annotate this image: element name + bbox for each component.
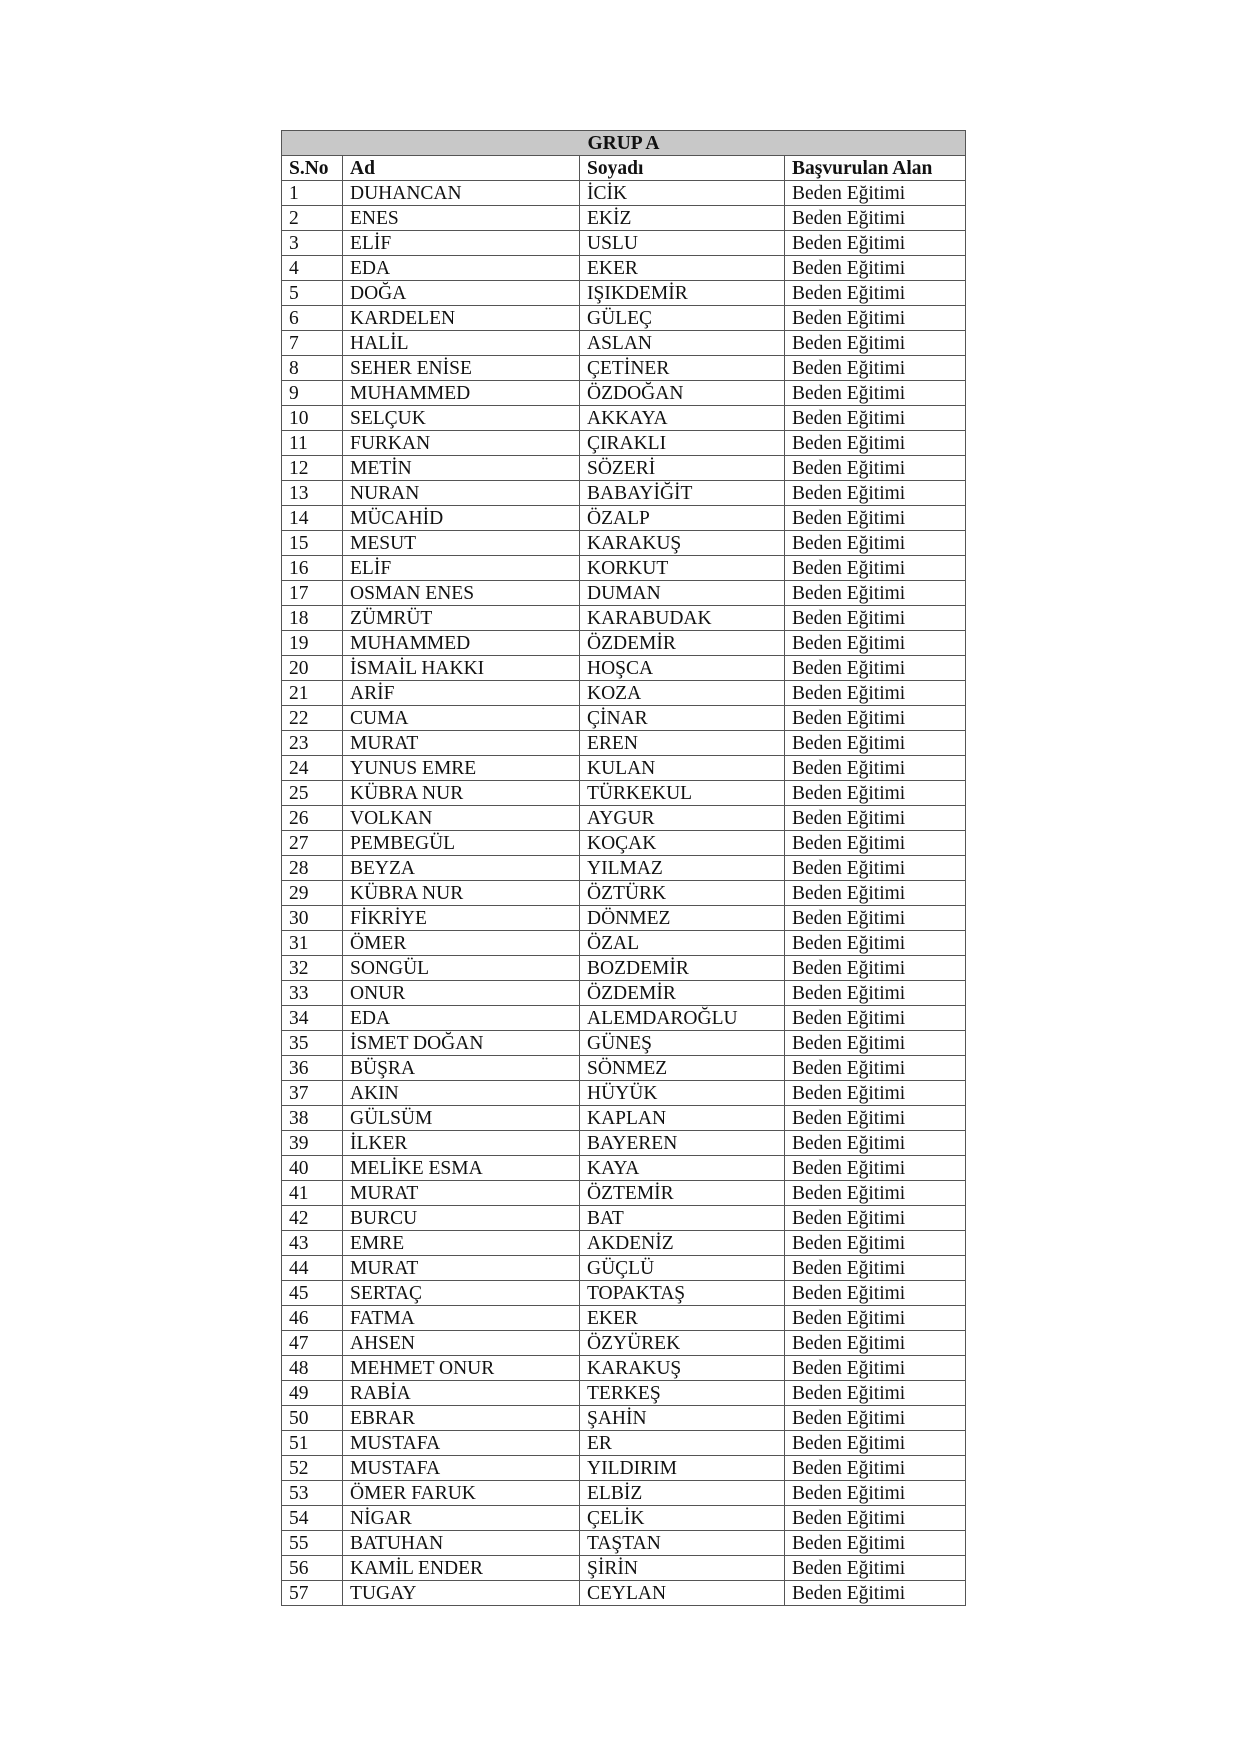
table-row: [282, 1456, 966, 1481]
cell-sno: 10: [282, 406, 343, 431]
cell-sno: 12: [282, 456, 343, 481]
table-row: [282, 806, 966, 831]
cell-last-name: KORKUT: [580, 556, 785, 581]
cell-last-name: HÜYÜK: [580, 1081, 785, 1106]
cell-sno: 48: [282, 1356, 343, 1381]
cell-sno: 19: [282, 631, 343, 656]
cell-last-name: KARABUDAK: [580, 606, 785, 631]
cell-last-name: İCİK: [580, 181, 785, 206]
table-row: [282, 481, 966, 506]
cell-last-name: ASLAN: [580, 331, 785, 356]
cell-first-name: MESUT: [343, 531, 580, 556]
cell-last-name: ŞİRİN: [580, 1556, 785, 1581]
cell-field: Beden Eğitimi: [785, 281, 966, 306]
cell-last-name: ÖZTEMİR: [580, 1181, 785, 1206]
cell-sno: 1: [282, 181, 343, 206]
cell-sno: 7: [282, 331, 343, 356]
cell-sno: 18: [282, 606, 343, 631]
cell-last-name: KULAN: [580, 756, 785, 781]
cell-field: Beden Eğitimi: [785, 1431, 966, 1456]
cell-last-name: YILMAZ: [580, 856, 785, 881]
cell-last-name: GÜLEÇ: [580, 306, 785, 331]
header-row: [282, 156, 966, 181]
cell-last-name: KOZA: [580, 681, 785, 706]
table-row: [282, 531, 966, 556]
cell-last-name: TÜRKEKUL: [580, 781, 785, 806]
cell-sno: 25: [282, 781, 343, 806]
table-row: [282, 381, 966, 406]
table-row: [282, 1431, 966, 1456]
cell-last-name: SÖNMEZ: [580, 1056, 785, 1081]
cell-field: Beden Eğitimi: [785, 806, 966, 831]
cell-first-name: EDA: [343, 1006, 580, 1031]
table-row: [282, 356, 966, 381]
cell-field: Beden Eğitimi: [785, 731, 966, 756]
cell-last-name: ÖZAL: [580, 931, 785, 956]
table-row: [282, 1131, 966, 1156]
table-row: [282, 1531, 966, 1556]
cell-sno: 47: [282, 1331, 343, 1356]
table-row: [282, 631, 966, 656]
cell-sno: 44: [282, 1256, 343, 1281]
cell-last-name: TAŞTAN: [580, 1531, 785, 1556]
cell-last-name: AKDENİZ: [580, 1231, 785, 1256]
cell-field: Beden Eğitimi: [785, 1256, 966, 1281]
cell-field: Beden Eğitimi: [785, 1506, 966, 1531]
cell-sno: 46: [282, 1306, 343, 1331]
cell-first-name: CUMA: [343, 706, 580, 731]
cell-sno: 34: [282, 1006, 343, 1031]
table-row: [282, 256, 966, 281]
cell-first-name: GÜLSÜM: [343, 1106, 580, 1131]
cell-sno: 50: [282, 1406, 343, 1431]
cell-first-name: FATMA: [343, 1306, 580, 1331]
header-field: Başvurulan Alan: [785, 156, 966, 181]
cell-field: Beden Eğitimi: [785, 756, 966, 781]
table-row: [282, 1081, 966, 1106]
cell-first-name: KÜBRA NUR: [343, 781, 580, 806]
cell-last-name: KARAKUŞ: [580, 1356, 785, 1381]
cell-first-name: KÜBRA NUR: [343, 881, 580, 906]
table-row: [282, 1281, 966, 1306]
cell-first-name: VOLKAN: [343, 806, 580, 831]
table-row: [282, 1106, 966, 1131]
cell-field: Beden Eğitimi: [785, 306, 966, 331]
cell-field: Beden Eğitimi: [785, 331, 966, 356]
cell-sno: 57: [282, 1581, 343, 1606]
cell-field: Beden Eğitimi: [785, 881, 966, 906]
cell-sno: 6: [282, 306, 343, 331]
cell-first-name: SELÇUK: [343, 406, 580, 431]
cell-field: Beden Eğitimi: [785, 481, 966, 506]
table-row: [282, 1581, 966, 1606]
table-row: [282, 656, 966, 681]
cell-last-name: EREN: [580, 731, 785, 756]
cell-sno: 51: [282, 1431, 343, 1456]
cell-first-name: OSMAN ENES: [343, 581, 580, 606]
table-row: [282, 681, 966, 706]
cell-sno: 20: [282, 656, 343, 681]
cell-field: Beden Eğitimi: [785, 1006, 966, 1031]
cell-last-name: SÖZERİ: [580, 456, 785, 481]
header-sno: S.No: [282, 156, 343, 181]
cell-field: Beden Eğitimi: [785, 506, 966, 531]
cell-last-name: BOZDEMİR: [580, 956, 785, 981]
table-row: [282, 1506, 966, 1531]
cell-first-name: YUNUS EMRE: [343, 756, 580, 781]
cell-sno: 54: [282, 1506, 343, 1531]
cell-last-name: BAYEREN: [580, 1131, 785, 1156]
cell-sno: 32: [282, 956, 343, 981]
cell-last-name: KOÇAK: [580, 831, 785, 856]
cell-sno: 29: [282, 881, 343, 906]
cell-field: Beden Eğitimi: [785, 406, 966, 431]
cell-sno: 26: [282, 806, 343, 831]
cell-sno: 49: [282, 1381, 343, 1406]
cell-field: Beden Eğitimi: [785, 681, 966, 706]
cell-last-name: ÖZYÜREK: [580, 1331, 785, 1356]
cell-first-name: MELİKE ESMA: [343, 1156, 580, 1181]
cell-last-name: ÇİNAR: [580, 706, 785, 731]
cell-field: Beden Eğitimi: [785, 631, 966, 656]
cell-last-name: GÜÇLÜ: [580, 1256, 785, 1281]
cell-field: Beden Eğitimi: [785, 456, 966, 481]
cell-first-name: MUSTAFA: [343, 1431, 580, 1456]
cell-field: Beden Eğitimi: [785, 181, 966, 206]
table-row: [282, 1031, 966, 1056]
table-row: [282, 1481, 966, 1506]
table-row: [282, 981, 966, 1006]
table-row: [282, 1256, 966, 1281]
cell-first-name: MURAT: [343, 1181, 580, 1206]
cell-first-name: ELİF: [343, 231, 580, 256]
cell-sno: 5: [282, 281, 343, 306]
table-row: [282, 556, 966, 581]
cell-sno: 17: [282, 581, 343, 606]
cell-last-name: ALEMDAROĞLU: [580, 1006, 785, 1031]
table-row: [282, 1556, 966, 1581]
cell-first-name: ZÜMRÜT: [343, 606, 580, 631]
cell-sno: 8: [282, 356, 343, 381]
cell-last-name: AYGUR: [580, 806, 785, 831]
cell-field: Beden Eğitimi: [785, 256, 966, 281]
cell-sno: 11: [282, 431, 343, 456]
table-body: [282, 181, 966, 1606]
table-row: [282, 281, 966, 306]
cell-field: Beden Eğitimi: [785, 1456, 966, 1481]
cell-sno: 33: [282, 981, 343, 1006]
table-row: [282, 1006, 966, 1031]
cell-first-name: KAMİL ENDER: [343, 1556, 580, 1581]
group-title-row: [282, 131, 966, 156]
table-row: [282, 906, 966, 931]
cell-first-name: RABİA: [343, 1381, 580, 1406]
applicant-table: [281, 130, 966, 1606]
cell-first-name: AKIN: [343, 1081, 580, 1106]
cell-last-name: USLU: [580, 231, 785, 256]
cell-last-name: BAT: [580, 1206, 785, 1231]
table-row: [282, 956, 966, 981]
table-row: [282, 1231, 966, 1256]
cell-last-name: BABAYİĞİT: [580, 481, 785, 506]
cell-field: Beden Eğitimi: [785, 556, 966, 581]
cell-first-name: EMRE: [343, 1231, 580, 1256]
cell-last-name: AKKAYA: [580, 406, 785, 431]
cell-last-name: ÇIRAKLI: [580, 431, 785, 456]
cell-field: Beden Eğitimi: [785, 1406, 966, 1431]
cell-sno: 28: [282, 856, 343, 881]
table-row: [282, 206, 966, 231]
table-row: [282, 1381, 966, 1406]
cell-first-name: İSMAİL HAKKI: [343, 656, 580, 681]
cell-field: Beden Eğitimi: [785, 1581, 966, 1606]
cell-sno: 15: [282, 531, 343, 556]
cell-field: Beden Eğitimi: [785, 206, 966, 231]
cell-sno: 3: [282, 231, 343, 256]
cell-sno: 56: [282, 1556, 343, 1581]
cell-field: Beden Eğitimi: [785, 1181, 966, 1206]
cell-sno: 38: [282, 1106, 343, 1131]
cell-sno: 9: [282, 381, 343, 406]
cell-field: Beden Eğitimi: [785, 706, 966, 731]
cell-first-name: MEHMET ONUR: [343, 1356, 580, 1381]
cell-first-name: NURAN: [343, 481, 580, 506]
cell-sno: 53: [282, 1481, 343, 1506]
table-row: [282, 1206, 966, 1231]
cell-first-name: TUGAY: [343, 1581, 580, 1606]
cell-first-name: FİKRİYE: [343, 906, 580, 931]
cell-first-name: İSMET DOĞAN: [343, 1031, 580, 1056]
cell-first-name: AHSEN: [343, 1331, 580, 1356]
table-row: [282, 581, 966, 606]
cell-field: Beden Eğitimi: [785, 906, 966, 931]
cell-sno: 30: [282, 906, 343, 931]
cell-last-name: KAPLAN: [580, 1106, 785, 1131]
cell-field: Beden Eğitimi: [785, 1556, 966, 1581]
cell-field: Beden Eğitimi: [785, 856, 966, 881]
cell-field: Beden Eğitimi: [785, 1331, 966, 1356]
cell-first-name: METİN: [343, 456, 580, 481]
cell-sno: 21: [282, 681, 343, 706]
cell-first-name: ARİF: [343, 681, 580, 706]
cell-field: Beden Eğitimi: [785, 1206, 966, 1231]
cell-last-name: TOPAKTAŞ: [580, 1281, 785, 1306]
cell-last-name: DUMAN: [580, 581, 785, 606]
cell-last-name: ÖZDEMİR: [580, 981, 785, 1006]
cell-last-name: KARAKUŞ: [580, 531, 785, 556]
cell-first-name: ÖMER FARUK: [343, 1481, 580, 1506]
cell-sno: 45: [282, 1281, 343, 1306]
cell-first-name: ENES: [343, 206, 580, 231]
cell-sno: 55: [282, 1531, 343, 1556]
cell-field: Beden Eğitimi: [785, 606, 966, 631]
cell-field: Beden Eğitimi: [785, 1081, 966, 1106]
cell-field: Beden Eğitimi: [785, 931, 966, 956]
cell-sno: 24: [282, 756, 343, 781]
cell-field: Beden Eğitimi: [785, 231, 966, 256]
cell-first-name: FURKAN: [343, 431, 580, 456]
table-row: [282, 706, 966, 731]
cell-field: Beden Eğitimi: [785, 1306, 966, 1331]
table-row: [282, 1306, 966, 1331]
cell-first-name: KARDELEN: [343, 306, 580, 331]
cell-sno: 40: [282, 1156, 343, 1181]
cell-sno: 22: [282, 706, 343, 731]
cell-field: Beden Eğitimi: [785, 656, 966, 681]
cell-field: Beden Eğitimi: [785, 1156, 966, 1181]
cell-field: Beden Eğitimi: [785, 381, 966, 406]
cell-last-name: ÖZDEMİR: [580, 631, 785, 656]
cell-last-name: EKİZ: [580, 206, 785, 231]
cell-last-name: EKER: [580, 256, 785, 281]
table-row: [282, 506, 966, 531]
table-row: [282, 1331, 966, 1356]
cell-field: Beden Eğitimi: [785, 1531, 966, 1556]
cell-last-name: DÖNMEZ: [580, 906, 785, 931]
cell-sno: 14: [282, 506, 343, 531]
cell-last-name: ÇETİNER: [580, 356, 785, 381]
table-row: [282, 1406, 966, 1431]
cell-sno: 43: [282, 1231, 343, 1256]
cell-sno: 36: [282, 1056, 343, 1081]
table-row: [282, 231, 966, 256]
cell-first-name: BATUHAN: [343, 1531, 580, 1556]
table-row: [282, 181, 966, 206]
cell-last-name: HOŞCA: [580, 656, 785, 681]
table-row: [282, 1156, 966, 1181]
cell-field: Beden Eğitimi: [785, 431, 966, 456]
cell-first-name: BÜŞRA: [343, 1056, 580, 1081]
table-row: [282, 831, 966, 856]
cell-first-name: ONUR: [343, 981, 580, 1006]
table-row: [282, 1056, 966, 1081]
cell-sno: 4: [282, 256, 343, 281]
cell-sno: 27: [282, 831, 343, 856]
cell-last-name: YILDIRIM: [580, 1456, 785, 1481]
cell-field: Beden Eğitimi: [785, 1381, 966, 1406]
cell-field: Beden Eğitimi: [785, 981, 966, 1006]
table-row: [282, 931, 966, 956]
cell-first-name: BURCU: [343, 1206, 580, 1231]
table-row: [282, 1356, 966, 1381]
table-row: [282, 756, 966, 781]
cell-first-name: BEYZA: [343, 856, 580, 881]
cell-first-name: DUHANCAN: [343, 181, 580, 206]
cell-field: Beden Eğitimi: [785, 831, 966, 856]
cell-last-name: ŞAHİN: [580, 1406, 785, 1431]
cell-field: Beden Eğitimi: [785, 956, 966, 981]
table-row: [282, 881, 966, 906]
cell-first-name: PEMBEGÜL: [343, 831, 580, 856]
cell-first-name: MURAT: [343, 1256, 580, 1281]
table-row: [282, 731, 966, 756]
cell-first-name: EDA: [343, 256, 580, 281]
cell-first-name: EBRAR: [343, 1406, 580, 1431]
cell-field: Beden Eğitimi: [785, 1131, 966, 1156]
cell-first-name: SONGÜL: [343, 956, 580, 981]
cell-first-name: MÜCAHİD: [343, 506, 580, 531]
header-first-name: Ad: [343, 156, 580, 181]
cell-field: Beden Eğitimi: [785, 1231, 966, 1256]
table-row: [282, 856, 966, 881]
table-row: [282, 606, 966, 631]
cell-first-name: HALİL: [343, 331, 580, 356]
table-row: [282, 406, 966, 431]
cell-field: Beden Eğitimi: [785, 1281, 966, 1306]
cell-sno: 16: [282, 556, 343, 581]
cell-last-name: IŞIKDEMİR: [580, 281, 785, 306]
cell-first-name: MUHAMMED: [343, 381, 580, 406]
cell-field: Beden Eğitimi: [785, 1481, 966, 1506]
cell-field: Beden Eğitimi: [785, 531, 966, 556]
cell-last-name: ER: [580, 1431, 785, 1456]
cell-field: Beden Eğitimi: [785, 1031, 966, 1056]
cell-first-name: MUSTAFA: [343, 1456, 580, 1481]
table-row: [282, 456, 966, 481]
cell-sno: 35: [282, 1031, 343, 1056]
cell-sno: 31: [282, 931, 343, 956]
cell-last-name: ÖZTÜRK: [580, 881, 785, 906]
table-row: [282, 306, 966, 331]
cell-sno: 42: [282, 1206, 343, 1231]
cell-last-name: TERKEŞ: [580, 1381, 785, 1406]
cell-last-name: EKER: [580, 1306, 785, 1331]
header-last-name: Soyadı: [580, 156, 785, 181]
cell-last-name: KAYA: [580, 1156, 785, 1181]
cell-first-name: ELİF: [343, 556, 580, 581]
cell-first-name: NİGAR: [343, 1506, 580, 1531]
cell-last-name: ÖZDOĞAN: [580, 381, 785, 406]
cell-first-name: MURAT: [343, 731, 580, 756]
cell-last-name: ÖZALP: [580, 506, 785, 531]
cell-first-name: SEHER ENİSE: [343, 356, 580, 381]
cell-first-name: SERTAÇ: [343, 1281, 580, 1306]
table-row: [282, 781, 966, 806]
cell-first-name: İLKER: [343, 1131, 580, 1156]
cell-sno: 37: [282, 1081, 343, 1106]
cell-sno: 41: [282, 1181, 343, 1206]
group-title: GRUP A: [282, 131, 966, 156]
cell-first-name: DOĞA: [343, 281, 580, 306]
cell-field: Beden Eğitimi: [785, 356, 966, 381]
cell-first-name: ÖMER: [343, 931, 580, 956]
cell-field: Beden Eğitimi: [785, 781, 966, 806]
cell-first-name: MUHAMMED: [343, 631, 580, 656]
cell-sno: 13: [282, 481, 343, 506]
cell-sno: 39: [282, 1131, 343, 1156]
cell-sno: 52: [282, 1456, 343, 1481]
cell-last-name: GÜNEŞ: [580, 1031, 785, 1056]
table-row: [282, 331, 966, 356]
cell-field: Beden Eğitimi: [785, 1356, 966, 1381]
cell-field: Beden Eğitimi: [785, 1106, 966, 1131]
cell-sno: 23: [282, 731, 343, 756]
table-row: [282, 431, 966, 456]
cell-last-name: CEYLAN: [580, 1581, 785, 1606]
cell-sno: 2: [282, 206, 343, 231]
cell-field: Beden Eğitimi: [785, 1056, 966, 1081]
cell-last-name: ÇELİK: [580, 1506, 785, 1531]
cell-field: Beden Eğitimi: [785, 581, 966, 606]
table-row: [282, 1181, 966, 1206]
cell-last-name: ELBİZ: [580, 1481, 785, 1506]
